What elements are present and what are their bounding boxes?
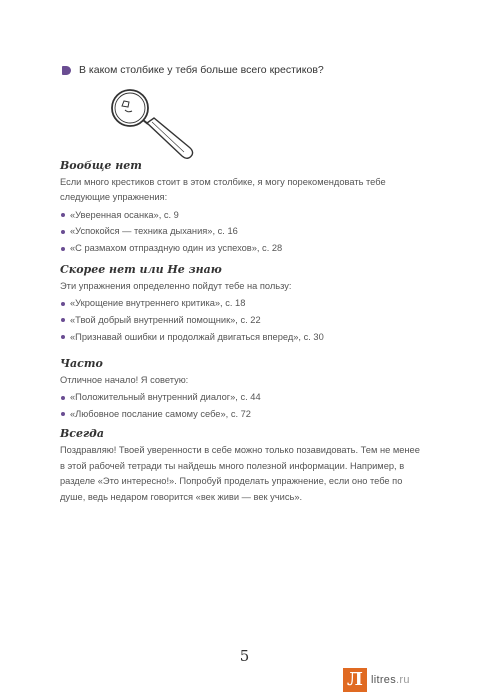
litres-logo: Л [343,668,367,692]
exercise-list [60,207,420,257]
section-always [60,427,420,505]
section-body: Поздравляю! Твоей уверенности в себе можно только позавидовать. Тем не менее в этой рабочей тетради ты найдешь много полезной информации. Например, в разделе «Это интересно!». Попробуй проделать упражнение, если оно тебе по душе, ведь недаром говорится «век живи — век учись». [60,445,420,502]
bullet-icon [61,335,65,339]
bullet-icon [61,247,65,251]
section-intro: Если много крестиков стоит в этом столбике, я могу порекомендовать тебе следующие упражнения: [60,177,386,203]
section-heading: Скорее нет или Не знаю [60,263,222,276]
bullet-icon [61,213,65,217]
page-number: 5 [239,647,250,665]
question-marker-icon [62,66,71,75]
bullet-icon [61,302,65,306]
list-item: «Положительный внутренний диалог», с. 44 [60,389,420,406]
exercise-list [60,295,420,345]
section-rather-not [60,263,420,346]
magnifier-icon [104,84,200,164]
bullet-icon [61,230,65,234]
section-heading: Всегда [60,427,104,440]
exercise-list [60,389,420,423]
section-intro: Эти упражнения определенно пойдут тебе на пользу: [60,281,292,291]
list-item: «С размахом отпраздную один из успехов», с. 28 [60,240,420,257]
section-heading: Часто [60,357,103,370]
question-line [62,64,324,76]
list-item: «Твой добрый внутренний помощник», с. 22 [60,312,420,329]
watermark-text: litres.ru [371,674,410,686]
list-item: «Признавай ошибки и продолжай двигаться вперед», с. 30 [60,329,420,346]
list-item: «Любовное послание самому себе», с. 72 [60,406,420,423]
bullet-icon [61,412,65,416]
question-text: В каком столбике у тебя больше всего крестиков? [79,64,324,76]
section-often [60,357,420,423]
list-item: «Успокойся — техника дыхания», с. 16 [60,223,420,240]
section-intro: Отличное начало! Я советую: [60,375,189,385]
bullet-icon [61,318,65,322]
list-item: «Укрощение внутреннего критика», с. 18 [60,295,420,312]
section-heading: Вообще нет [60,159,142,172]
section-not-at-all [60,159,420,257]
bullet-icon [61,396,65,400]
list-item: «Уверенная осанка», с. 9 [60,207,420,224]
